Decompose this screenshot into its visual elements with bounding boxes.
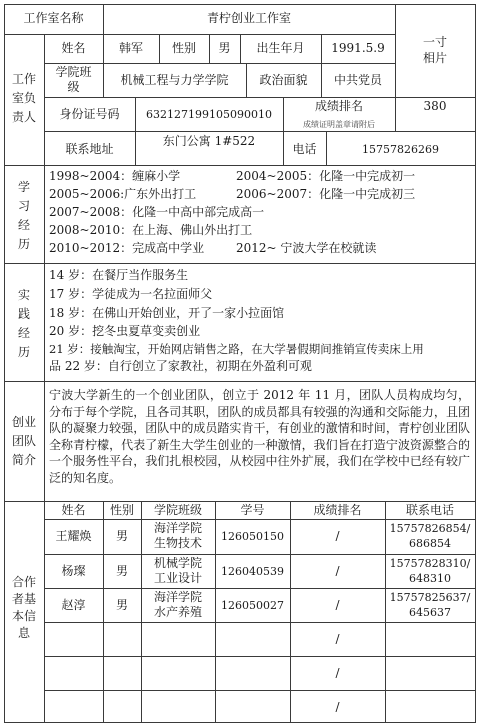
partner-student-id: 126050150 xyxy=(221,530,284,543)
partner-gender: 男 xyxy=(115,564,128,578)
leader-phone: 15757826269 xyxy=(362,143,439,156)
phone-line: 686854 xyxy=(409,537,451,550)
section-label-line: 经 xyxy=(17,218,30,232)
phone-line: 15757828310/ xyxy=(389,557,471,570)
leader-birth: 1991.5.9 xyxy=(331,41,385,55)
section-label-line: 室负 xyxy=(11,91,36,105)
partner-name: 赵淳 xyxy=(61,598,86,612)
partner-student-id: 126050027 xyxy=(221,599,284,612)
practice-line: 17 岁：学徒成为一名拉面师父 xyxy=(49,287,213,301)
phone-label: 电话 xyxy=(292,142,317,156)
college-line: 水产养殖 xyxy=(153,605,202,619)
college-line: 生物技术 xyxy=(153,536,202,550)
partner-phone xyxy=(385,556,475,586)
partner-rank: / xyxy=(335,598,340,612)
section-label-line: 息 xyxy=(17,626,30,640)
photo-label-line: 一寸 xyxy=(422,35,447,49)
leader-rank: 380 xyxy=(423,99,447,113)
rule xyxy=(4,263,475,264)
photo-label-line: 相片 xyxy=(422,51,447,65)
politics-label: 政治面貌 xyxy=(259,73,308,87)
college-label-line: 级 xyxy=(67,80,80,94)
partner-header-rank: 成绩排名 xyxy=(313,503,362,517)
section-label-line: 践 xyxy=(17,307,30,321)
rule xyxy=(4,501,475,502)
partner-phone xyxy=(385,590,475,620)
rule xyxy=(44,656,475,657)
college-label xyxy=(44,65,103,95)
rule xyxy=(4,4,475,5)
rule xyxy=(4,34,395,35)
study-section-label xyxy=(4,178,44,254)
rule xyxy=(4,165,475,166)
phone-line: 15757826854/ xyxy=(389,522,471,535)
partner-college xyxy=(141,521,215,551)
phone-line: 648310 xyxy=(409,572,451,585)
section-label-line: 历 xyxy=(17,345,30,359)
study-line: 2006~2007：化隆一中完成初三 xyxy=(236,187,416,201)
team-section-label xyxy=(4,413,44,470)
rule xyxy=(44,63,395,64)
partner-rank: / xyxy=(335,632,340,646)
studio-name-label: 工作室名称 xyxy=(23,11,84,25)
college-line: 海洋学院 xyxy=(153,590,202,604)
section-label-line: 工作 xyxy=(11,72,36,86)
rank-label: 成绩排名 xyxy=(314,99,363,113)
college-line: 工业设计 xyxy=(153,571,202,585)
study-line: 2010~2012：完成高中学业 xyxy=(49,241,205,255)
gender-label: 性别 xyxy=(171,41,196,55)
practice-line: 品 22 岁：自行创立了家教社，初期在外盈利可观 xyxy=(49,359,312,373)
college-label-line: 学院班 xyxy=(55,65,92,79)
name-label: 姓名 xyxy=(61,41,86,55)
rule xyxy=(44,131,475,132)
phone-line: 645637 xyxy=(409,606,451,619)
leader-politics: 中共党员 xyxy=(333,73,382,87)
section-label-line: 经 xyxy=(17,326,30,340)
section-label-line: 实 xyxy=(17,288,30,302)
study-line: 2005~2006:广东外出打工 xyxy=(49,187,197,201)
partner-gender: 男 xyxy=(115,598,128,612)
studio-name: 青柠创业工作室 xyxy=(206,11,291,25)
section-label-line: 责人 xyxy=(11,110,36,124)
section-label-line: 历 xyxy=(17,237,30,251)
photo-label xyxy=(395,34,475,66)
partner-student-id: 126040539 xyxy=(221,565,284,578)
rank-note: 成绩证明盖章请附后 xyxy=(303,120,375,129)
practice-line: 20 岁：挖冬虫夏草变卖创业 xyxy=(49,324,201,338)
section-label-line: 简介 xyxy=(11,453,36,467)
partner-phone xyxy=(385,521,475,551)
section-label-line: 习 xyxy=(17,199,30,213)
section-label-line: 团队 xyxy=(11,434,36,448)
rule xyxy=(44,519,475,520)
partner-header-college: 学院班级 xyxy=(153,503,202,517)
practice-line: 14 岁：在餐厅当作服务生 xyxy=(49,268,189,282)
partner-rank: / xyxy=(335,666,340,680)
study-line: 2004~2005：化隆一中完成初一 xyxy=(236,169,416,183)
practice-section-label xyxy=(4,286,44,362)
study-line: 1998~2004：缠麻小学 xyxy=(49,169,181,183)
partner-header-gender: 性别 xyxy=(109,503,134,517)
section-label-line: 者基 xyxy=(11,592,36,606)
leader-address: 东门公寓 1#522 xyxy=(162,134,256,148)
study-line: 2012~ 宁波大学在校就读 xyxy=(236,241,377,255)
section-label-line: 本信 xyxy=(11,609,36,623)
rule xyxy=(44,622,475,623)
birth-label: 出生年月 xyxy=(256,41,305,55)
leader-college: 机械工程与力学学院 xyxy=(120,73,229,87)
rule xyxy=(44,97,475,98)
rule xyxy=(44,690,475,691)
rule xyxy=(44,554,475,555)
partner-header-name: 姓名 xyxy=(61,503,86,517)
partner-rank: / xyxy=(335,529,340,543)
rule xyxy=(44,34,45,723)
partner-college xyxy=(141,556,215,586)
address-label: 联系地址 xyxy=(65,142,114,156)
partner-college xyxy=(141,590,215,620)
practice-line: 18 岁：在佛山开始创业，开了一家小拉面馆 xyxy=(49,306,285,320)
partner-rank: / xyxy=(335,700,340,714)
practice-line: 21 岁：接触淘宝，开始网店销售之路，在大学暑假期间推销宣传卖床上用 xyxy=(49,342,424,356)
partner-gender: 男 xyxy=(115,529,128,543)
rule xyxy=(4,381,475,382)
study-line: 2007~2008：化隆一中高中部完成高一 xyxy=(49,205,265,219)
partner-header-phone: 联系电话 xyxy=(405,503,454,517)
leader-name: 韩军 xyxy=(118,41,143,55)
section-label-line: 合作 xyxy=(11,575,36,589)
partner-header-student-id: 学号 xyxy=(240,503,265,517)
partner-rank: / xyxy=(335,564,340,578)
leader-id-number: 632127199105090010 xyxy=(146,108,272,121)
section-label-line: 创业 xyxy=(11,415,36,429)
leader-section-label xyxy=(4,70,44,127)
leader-gender: 男 xyxy=(218,41,231,55)
college-line: 海洋学院 xyxy=(153,521,202,535)
study-line: 2008~2010：在上海、佛山外出打工 xyxy=(49,223,253,237)
partners-section-label xyxy=(4,574,44,642)
rule xyxy=(475,4,476,723)
rule xyxy=(44,588,475,589)
team-intro: 宁波大学新生的一个创业团队，创立于 2012 年 11 月，团队人员构成均匀，分布于每个学院，且各司其职，团队的成员都具有较强的沟通和交际能力，且团队的凝聚力较强，团队中的成员踏实肯干，有创业的激情和时间，青柠创业团队全称青柠檬，代表了新生大学生创业的一种激情，我们旨在打造宁波资源整合的一个服务性平台，我们扎根校园，从校园中往外扩展，我们在学校中已经有较广泛的知名度。 xyxy=(49,388,470,485)
college-line: 机械学院 xyxy=(153,556,202,570)
phone-line: 15757825637/ xyxy=(389,591,471,604)
id-label: 身份证号码 xyxy=(59,107,120,121)
partner-name: 杨璨 xyxy=(61,564,86,578)
partner-name: 王耀焕 xyxy=(55,529,92,543)
section-label-line: 学 xyxy=(17,180,30,194)
